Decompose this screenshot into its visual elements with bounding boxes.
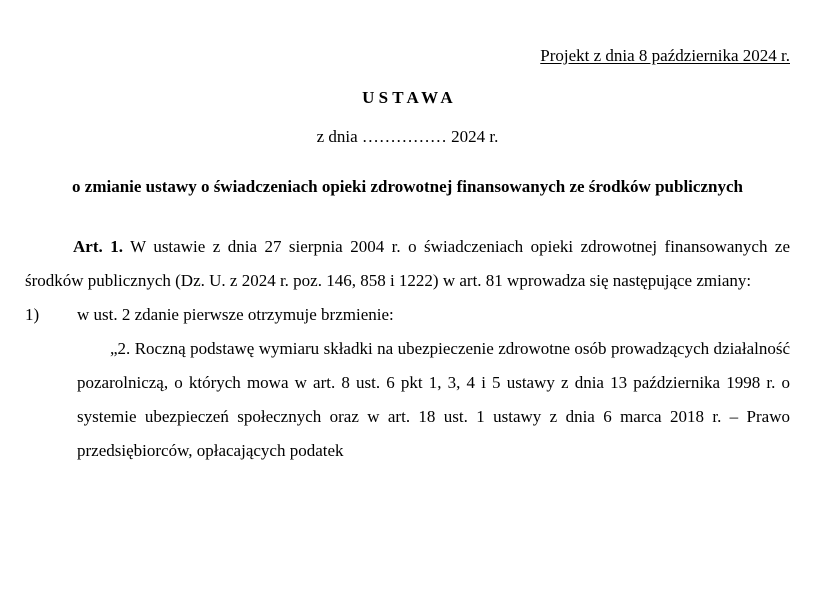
article-paragraph xyxy=(25,230,790,298)
act-subject-title: o zmianie ustawy o świadczeniach opieki zdrowotnej finansowanych ze środków publicznych xyxy=(72,177,743,196)
quoted-amendment-text: „2. Roczną podstawę wymiaru składki na ubezpieczenie zdrowotne osób prowadzących działalność pozarolniczą, o których mowa w art. 8 ust. 6 pkt 1, 3, 4 i 5 ustawy z dnia 13 października 1998 r. o systemie ubezpieczeń społecznych oraz w art. 18 ust. 1 ustawy z dnia 6 marca 2018 r. – Prawo przedsiębiorców, opłacających podatek xyxy=(77,339,790,460)
document-page xyxy=(0,45,815,591)
list-item-label: w ust. 2 zdanie pierwsze otrzymuje brzmienie: xyxy=(77,305,394,324)
article-body-text: W ustawie z dnia 27 sierpnia 2004 r. o świadczeniach opieki zdrowotnej finansowanych ze środków publicznych (Dz. U. z 2024 r. poz. 146, 858 i 1222) w art. 81 wprowadza się następujące zmiany: xyxy=(25,237,791,290)
act-date-line: z dnia …………… 2024 r. xyxy=(316,127,499,146)
list-item-marker: 1) xyxy=(25,305,40,324)
draft-date-header xyxy=(25,45,790,67)
list-item xyxy=(25,298,790,332)
act-heading: USTAWA xyxy=(362,88,457,107)
document-body xyxy=(25,230,790,468)
article-label: Art. 1. xyxy=(73,237,123,256)
draft-date-text: Projekt z dnia 8 października 2024 r. xyxy=(540,46,790,65)
